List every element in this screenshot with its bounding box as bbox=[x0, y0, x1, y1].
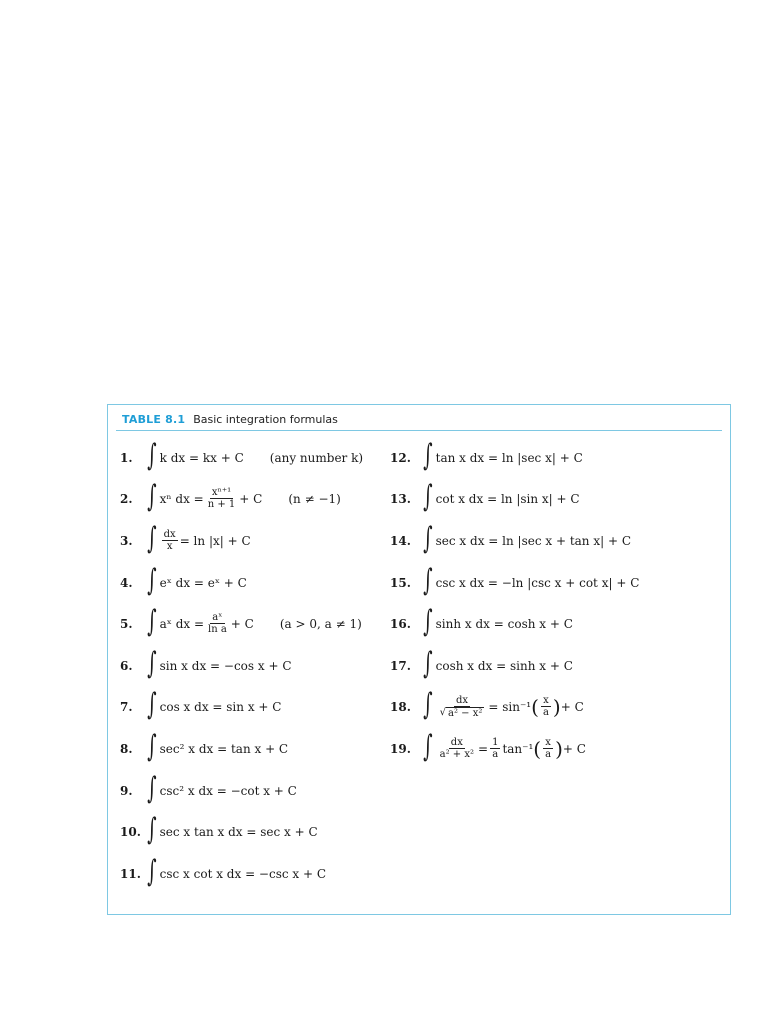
integral-icon: ∫ bbox=[423, 479, 433, 515]
fraction bbox=[206, 487, 238, 511]
sqrt-group bbox=[440, 707, 485, 720]
formula-note: (a > 0, a ≠ 1) bbox=[279, 617, 362, 632]
formula-row bbox=[390, 603, 639, 645]
formula-expression: csc x dx = −ln |csc x + cot x| + C bbox=[435, 575, 640, 590]
integral-icon: ∫ bbox=[423, 728, 433, 764]
formula-row bbox=[120, 728, 363, 770]
formula-number: 5. bbox=[120, 617, 133, 632]
fraction-numerator: dx bbox=[163, 528, 176, 540]
fraction bbox=[543, 737, 553, 761]
integral-icon: ∫ bbox=[147, 770, 157, 806]
fraction bbox=[206, 612, 229, 636]
fraction-denominator: x bbox=[166, 540, 173, 552]
formula-expression-tail: + C bbox=[562, 741, 586, 756]
formula-expression: eˣ dx = eˣ + C bbox=[159, 575, 247, 590]
formula-expression: sec² x dx = tan x + C bbox=[159, 741, 289, 756]
formula-expression: k dx = kx + C bbox=[159, 450, 244, 465]
formula-expression: cosh x dx = sinh x + C bbox=[435, 658, 573, 673]
formula-expression: csc² x dx = −cot x + C bbox=[159, 783, 297, 798]
table-number: TABLE 8.1 bbox=[122, 413, 186, 426]
formula-expression: sinh x dx = cosh x + C bbox=[435, 617, 573, 632]
fraction-numerator: x bbox=[545, 736, 551, 748]
formula-expression-mid: = bbox=[478, 741, 489, 756]
integral-icon: ∫ bbox=[147, 687, 157, 723]
integral-icon: ∫ bbox=[423, 645, 433, 681]
formula-row bbox=[120, 811, 363, 853]
left-paren-icon: ( bbox=[533, 736, 542, 761]
formula-number: 18. bbox=[390, 700, 411, 715]
integral-icon: ∫ bbox=[423, 437, 433, 473]
formula-number: 17. bbox=[390, 658, 411, 673]
formula-number: 8. bbox=[120, 741, 133, 756]
formula-row bbox=[390, 479, 639, 521]
integral-icon: ∫ bbox=[147, 645, 157, 681]
integral-icon: ∫ bbox=[147, 728, 157, 764]
formula-column-left bbox=[120, 437, 363, 895]
fraction-numerator: aˣ bbox=[212, 612, 223, 624]
fraction-numerator: 1 bbox=[492, 736, 499, 748]
fraction bbox=[490, 737, 500, 761]
formula-number: 6. bbox=[120, 658, 133, 673]
integral-icon: ∫ bbox=[147, 437, 157, 473]
fraction-numerator: dx bbox=[450, 736, 463, 748]
formula-expression-tail: + C bbox=[239, 492, 263, 507]
formula-note: (any number k) bbox=[269, 450, 364, 465]
formula-number: 19. bbox=[390, 741, 411, 756]
formula-row bbox=[390, 437, 639, 479]
formula-row bbox=[120, 562, 363, 604]
formula-expression: xⁿ dx = bbox=[159, 492, 204, 507]
formula-expression: csc x cot x dx = −csc x + C bbox=[159, 866, 327, 881]
formula-row bbox=[120, 520, 363, 562]
integral-icon: ∫ bbox=[423, 687, 433, 723]
integral-icon: ∫ bbox=[147, 604, 157, 640]
formula-expression: sec x tan x dx = sec x + C bbox=[159, 825, 318, 840]
formula-expression: sin x dx = −cos x + C bbox=[159, 658, 292, 673]
formula-row bbox=[120, 645, 363, 687]
formula-number: 12. bbox=[390, 450, 411, 465]
fraction-denominator: a bbox=[542, 707, 549, 719]
formula-expression: cos x dx = sin x + C bbox=[159, 700, 282, 715]
formula-number: 13. bbox=[390, 492, 411, 507]
formula-number: 14. bbox=[390, 533, 411, 548]
formula-row bbox=[390, 687, 639, 729]
formula-expression-tail: = ln |x| + C bbox=[179, 533, 251, 548]
integral-icon: ∫ bbox=[423, 562, 433, 598]
fraction-denominator: a bbox=[492, 748, 499, 760]
formula-row bbox=[120, 437, 363, 479]
formula-note: (n ≠ −1) bbox=[288, 492, 341, 507]
formula-row bbox=[390, 520, 639, 562]
fraction-denominator: a² + x² bbox=[439, 748, 474, 760]
formula-row bbox=[390, 562, 639, 604]
formula-expression: tan x dx = ln |sec x| + C bbox=[435, 450, 583, 465]
fraction-denominator bbox=[438, 707, 487, 720]
formula-expression: sec x dx = ln |sec x + tan x| + C bbox=[435, 533, 632, 548]
integral-icon: ∫ bbox=[147, 812, 157, 848]
formula-expression: cot x dx = ln |sin x| + C bbox=[435, 492, 580, 507]
integral-icon: ∫ bbox=[423, 604, 433, 640]
sqrt-icon: √ bbox=[439, 706, 447, 718]
left-paren-icon: ( bbox=[531, 695, 539, 720]
formula-row bbox=[390, 645, 639, 687]
formula-row bbox=[120, 687, 363, 729]
formula-number: 4. bbox=[120, 575, 133, 590]
fraction-denominator: ln a bbox=[208, 624, 227, 636]
integral-icon: ∫ bbox=[147, 520, 157, 556]
integral-icon: ∫ bbox=[147, 479, 157, 515]
formula-expression-tail: + C bbox=[230, 617, 254, 632]
formula-number: 3. bbox=[120, 533, 133, 548]
formula-expression-mid: = sin⁻¹ bbox=[488, 700, 532, 715]
formula-number: 10. bbox=[120, 825, 141, 840]
integral-icon: ∫ bbox=[147, 562, 157, 598]
formula-row bbox=[120, 479, 363, 521]
formula-expression-tail: + C bbox=[560, 700, 584, 715]
formula-number: 16. bbox=[390, 617, 411, 632]
header-divider bbox=[116, 430, 722, 431]
formula-row bbox=[120, 770, 363, 812]
integration-formulas-table bbox=[107, 404, 731, 915]
integral-icon: ∫ bbox=[423, 520, 433, 556]
integral-icon: ∫ bbox=[147, 853, 157, 889]
formula-number: 1. bbox=[120, 450, 133, 465]
sqrt-radicand: a² − x² bbox=[448, 707, 483, 719]
right-paren-icon: ) bbox=[552, 695, 561, 720]
fraction bbox=[438, 737, 476, 761]
fraction-denominator: n + 1 bbox=[207, 499, 236, 511]
table-title: Basic integration formulas bbox=[193, 413, 338, 426]
formula-column-right bbox=[390, 437, 639, 770]
right-paren-icon: ) bbox=[555, 736, 563, 761]
fraction-numerator: x bbox=[543, 695, 549, 707]
fraction-denominator: a bbox=[545, 748, 552, 760]
fraction bbox=[438, 695, 487, 720]
fraction-numerator: xⁿ⁺¹ bbox=[211, 487, 232, 499]
formula-number: 11. bbox=[120, 866, 141, 881]
formula-row bbox=[120, 603, 363, 645]
formula-number: 2. bbox=[120, 492, 133, 507]
fraction bbox=[541, 695, 551, 719]
formula-number: 7. bbox=[120, 700, 133, 715]
formula-number: 15. bbox=[390, 575, 411, 590]
formula-number: 9. bbox=[120, 783, 133, 798]
table-header bbox=[122, 413, 338, 426]
fraction bbox=[162, 529, 178, 553]
formula-expression: aˣ dx = bbox=[159, 617, 205, 632]
formula-row bbox=[120, 853, 363, 895]
fraction-numerator: dx bbox=[455, 694, 469, 706]
formula-expression-mid2: tan⁻¹ bbox=[502, 741, 534, 756]
formula-row bbox=[390, 728, 639, 770]
